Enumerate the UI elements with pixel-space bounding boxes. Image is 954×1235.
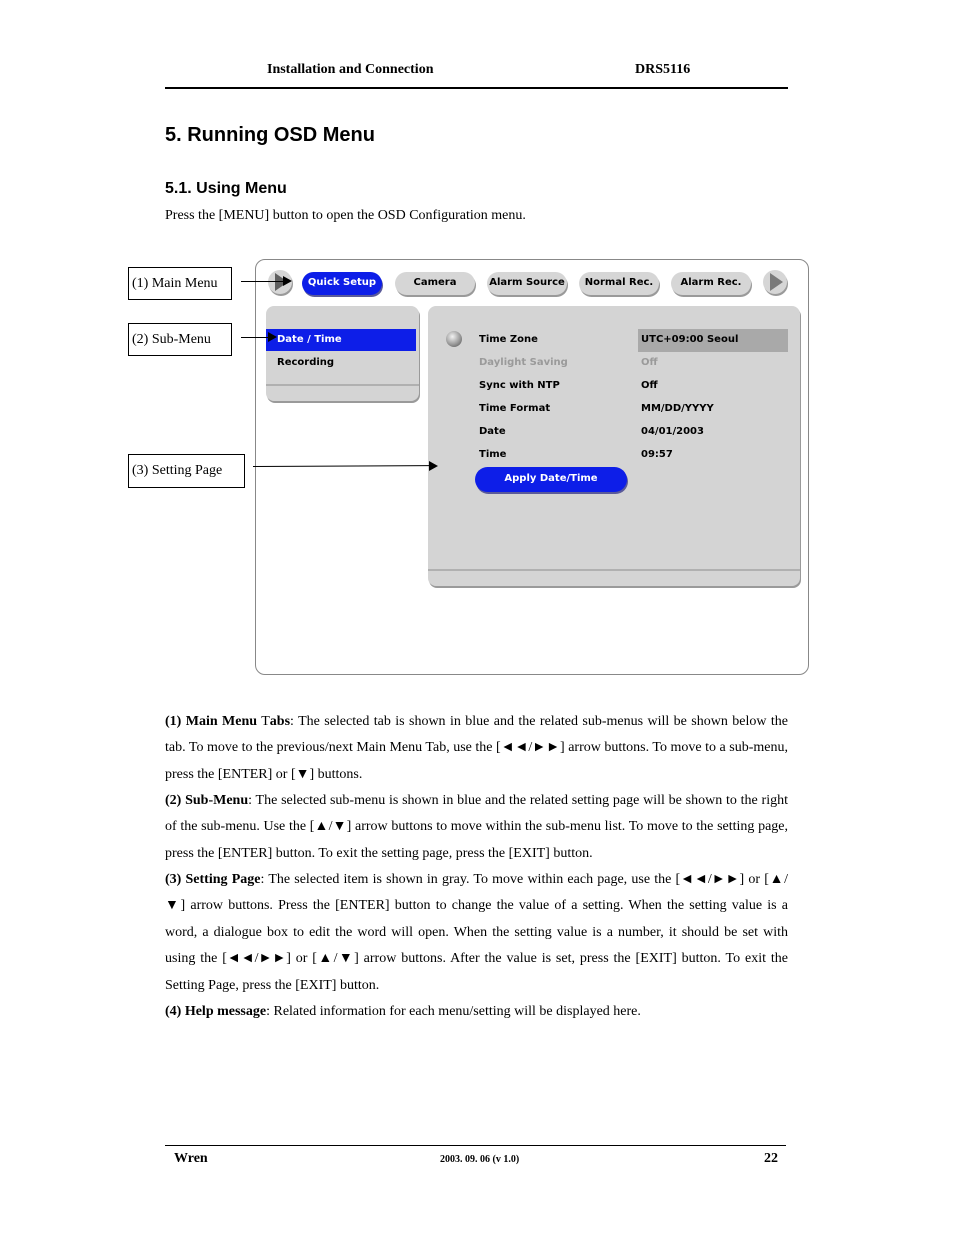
callout-setting-page: (3) Setting Page (128, 454, 245, 488)
setting-label-time-format: Time Format (479, 403, 551, 414)
setting-value-time-zone[interactable]: UTC+09:00 Seoul (641, 334, 739, 345)
subsection-title: 5.1. Using Menu (165, 180, 287, 197)
submenu-divider (266, 384, 419, 386)
desc-help-message (165, 999, 788, 1025)
setting-value-time[interactable]: 09:57 (641, 449, 673, 460)
desc-sub-menu-text: : The selected sub-menu is shown in blue and the related setting page will be shown to the right of the sub-menu. Use the [▲/▼] arrow buttons to move within the sub-menu list. To move to the setting page, press the [ENTER] button. To exit the setting page, press the [EXIT] button. (165, 793, 788, 861)
footer-date: 2003. 09. 06 (v 1.0) (440, 1154, 520, 1165)
setting-value-sync-ntp[interactable]: Off (641, 380, 658, 391)
arrow-right-icon (268, 332, 277, 342)
header-left: Installation and Connection (267, 62, 434, 77)
arrow-right-icon (283, 276, 292, 286)
tab-alarm-rec[interactable]: Alarm Rec. (671, 272, 751, 295)
desc-main-menu-term-t: T (261, 714, 270, 729)
tab-camera[interactable]: Camera (395, 272, 475, 295)
play-arrow-icon (770, 273, 783, 291)
section-title: 5. Running OSD Menu (165, 124, 375, 146)
desc-setting-page-text: : The selected item is shown in gray. To move within each page, use the [◄◄/►►] or [▲/▼] arrow buttons. Press the [ENTER] button to change the value of a setting. When the setting value is a word, a dialogue box to edit the word will open. When the setting value is a number, it should be set with using the [◄◄/►►] or [▲/▼] arrow buttons. After the value is set, press the [EXIT] button. To exit the Setting Page, press the [EXIT] button. (165, 872, 789, 993)
footer-left: Wren (174, 1151, 208, 1166)
callout-main-menu: (1) Main Menu (128, 267, 232, 300)
tab-alarm-source[interactable]: Alarm Source (487, 272, 567, 295)
tab-normal-rec[interactable]: Normal Rec. (579, 272, 659, 295)
desc-help-message-text: : Related information for each menu/setting will be displayed here. (266, 1004, 641, 1019)
header-right: DRS5116 (635, 62, 691, 77)
arrow-right-icon (429, 461, 438, 471)
callout-sub-menu: (2) Sub-Menu (128, 323, 232, 356)
tab-quick-setup[interactable]: Quick Setup (302, 272, 382, 295)
desc-main-menu-text: : The selected tab is shown in blue and the related sub-menus will be shown below the tab. To move to the previous/next Main Menu Tab, use the [◄◄/►►] arrow buttons. To move to a sub-menu, press the [ENTER] or [▼] buttons. (165, 714, 789, 782)
page-number: 22 (764, 1151, 778, 1166)
setting-divider (428, 569, 800, 571)
setting-label-time-zone: Time Zone (479, 334, 538, 345)
apply-date-time-button[interactable]: Apply Date/Time (475, 467, 627, 492)
desc-help-message-term: (4) Help message (165, 1004, 267, 1019)
desc-sub-menu-term: (2) Sub-Menu (165, 793, 249, 808)
desc-setting-page-term: (3) Setting Page (165, 872, 261, 887)
desc-main-menu (165, 709, 788, 788)
desc-main-menu-term: (1) Main Menu (165, 714, 258, 729)
setting-label-time: Time (479, 449, 507, 460)
intro-text: Press the [MENU] button to open the OSD Configuration menu. (165, 208, 526, 223)
setting-label-sync-ntp: Sync with NTP (479, 380, 560, 391)
header-rule (165, 87, 788, 89)
desc-setting-page (165, 867, 788, 999)
callout-main-menu-line (241, 281, 283, 282)
submenu-item-recording[interactable]: Recording (277, 357, 335, 368)
setting-value-date[interactable]: 04/01/2003 (641, 426, 704, 437)
setting-value-daylight-saving[interactable]: Off (641, 357, 658, 368)
selection-knob-icon (446, 331, 462, 347)
desc-sub-menu (165, 788, 788, 867)
footer-rule (165, 1145, 786, 1146)
desc-main-menu-term-abs: abs (269, 714, 291, 729)
next-tab-button[interactable] (763, 270, 787, 294)
setting-label-daylight-saving: Daylight Saving (479, 357, 568, 368)
setting-value-time-format[interactable]: MM/DD/YYYY (641, 403, 714, 414)
setting-label-date: Date (479, 426, 506, 437)
callout-sub-menu-line (241, 337, 268, 338)
submenu-item-date-time[interactable]: Date / Time (266, 329, 416, 351)
